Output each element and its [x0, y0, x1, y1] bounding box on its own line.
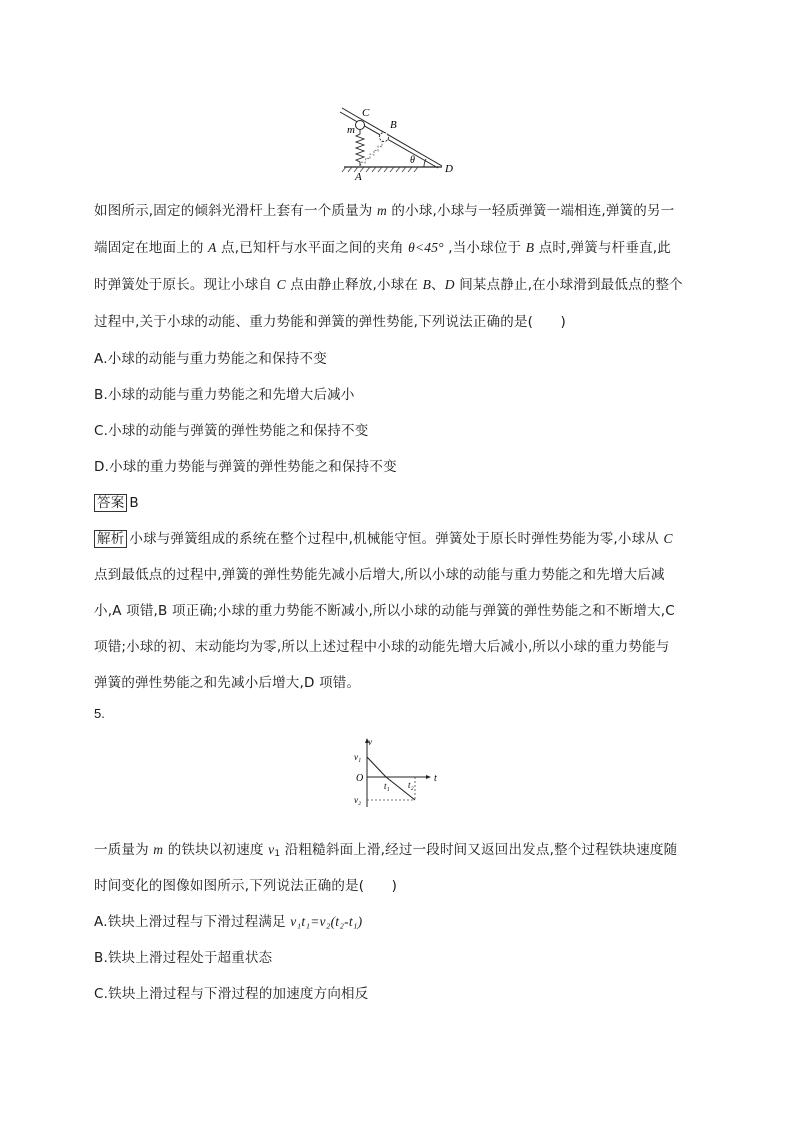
q4-option-d: D.小球的重力势能与弹簧的弹性势能之和保持不变	[94, 459, 397, 475]
text: A.铁块上滑过程与下滑过程满足	[94, 914, 291, 930]
text: 的铁块以初速度	[163, 842, 269, 858]
text: 间某点静止,在小球滑到最低点的整个	[454, 277, 683, 293]
var-D: D	[444, 277, 455, 292]
answer-label: 答案	[94, 494, 127, 512]
q5-option-a	[94, 910, 362, 930]
q4-analysis-line-3: 小,A 项错,B 项正确;小球的重力势能不断减小,所以小球的动能与弹簧的弹性势能之和不断增大,C	[94, 603, 675, 619]
label-theta: θ	[410, 155, 415, 166]
text: 小球与弹簧组成的系统在整个过程中,机械能守恒。弹簧处于原长时弹性势能为零,小球从	[129, 531, 664, 547]
q4-answer	[94, 491, 139, 511]
text: 、	[431, 277, 445, 293]
analysis-label: 解析	[94, 530, 127, 548]
q5-number: 5.	[94, 706, 105, 721]
q4-stem-line-1	[94, 199, 674, 219]
var-v: v	[268, 842, 275, 857]
q5-stem-line-1	[94, 838, 677, 859]
text: 一质量为	[94, 842, 154, 858]
text: 点,已知杆与水平面之间的夹角	[216, 240, 409, 256]
q4-option-a: A.小球的动能与重力势能之和保持不变	[94, 351, 327, 367]
var-B: B	[422, 277, 432, 292]
q4-analysis-line-1	[94, 527, 673, 547]
q4-analysis-line-2: 点到最低点的过程中,弹簧的弹性势能先减小后增大,所以小球的动能与重力势能之和先增大后减	[94, 567, 665, 583]
text: ,当小球位于	[443, 240, 526, 256]
q5-option-b: B.铁块上滑过程处于超重状态	[94, 950, 273, 966]
label-m: m	[347, 124, 355, 136]
text: 的小球,小球与一轻质弹簧一端相连,弹簧的另一	[386, 203, 675, 219]
var-B: B	[525, 240, 535, 255]
text: 如图所示,固定的倾斜光滑杆上套有一个质量为	[94, 203, 377, 219]
q4-stem-line-2	[94, 236, 671, 256]
var-m: m	[153, 842, 164, 857]
label-B: B	[390, 119, 397, 131]
var-m: m	[376, 203, 387, 218]
label-t2: t₂	[408, 780, 414, 790]
q4-option-b: B.小球的动能与重力势能之和先增大后减小	[94, 387, 355, 403]
text: 点时,弹簧与杆垂直,此	[534, 240, 671, 256]
q4-stem-line-3	[94, 273, 683, 293]
formula: v₁t₁=v₂(t₂-t₁)	[290, 914, 363, 929]
text: 时弹簧处于原长。现让小球自	[94, 277, 277, 293]
q4-analysis-line-5: 弹簧的弹性势能之和先减小后增大,D 项错。	[94, 675, 361, 691]
figure-vt-graph	[352, 737, 448, 809]
q4-option-c: C.小球的动能与弹簧的弹性势能之和保持不变	[94, 423, 369, 439]
label-A: A	[355, 171, 362, 182]
label-origin: O	[356, 773, 364, 784]
subscript: 1	[274, 849, 281, 859]
axis-label-v: v	[368, 737, 372, 747]
label-t1: t₁	[384, 781, 390, 791]
label-v1: v₁	[354, 752, 362, 762]
q5-stem-line-2: 时间变化的图像如图所示,下列说法正确的是( )	[94, 878, 398, 894]
q5-option-c: C.铁块上滑过程与下滑过程的加速度方向相反	[94, 986, 369, 1002]
axis-label-t: t	[434, 773, 437, 784]
answer-value: B	[129, 495, 139, 511]
label-v2: v₂	[354, 795, 362, 805]
figure-inclined-rod	[338, 104, 466, 182]
text: 端固定在地面上的	[94, 240, 209, 256]
label-D: D	[445, 163, 453, 175]
text: 点由静止释放,小球在	[285, 277, 423, 293]
var-C: C	[276, 277, 286, 292]
q4-stem-line-4: 过程中,关于小球的动能、重力势能和弹簧的弹性势能,下列说法正确的是( )	[94, 314, 567, 330]
angle-condition: θ<45°	[408, 240, 444, 255]
label-C: C	[362, 107, 370, 119]
var-C: C	[663, 531, 673, 546]
var-A: A	[208, 240, 217, 255]
q4-analysis-line-4: 项错;小球的初、末动能均为零,所以上述过程中小球的动能先增大后减小,所以小球的重力势能与	[94, 639, 670, 655]
text: 沿粗糙斜面上滑,经过一段时间又返回出发点,整个过程铁块速度随	[280, 842, 678, 858]
